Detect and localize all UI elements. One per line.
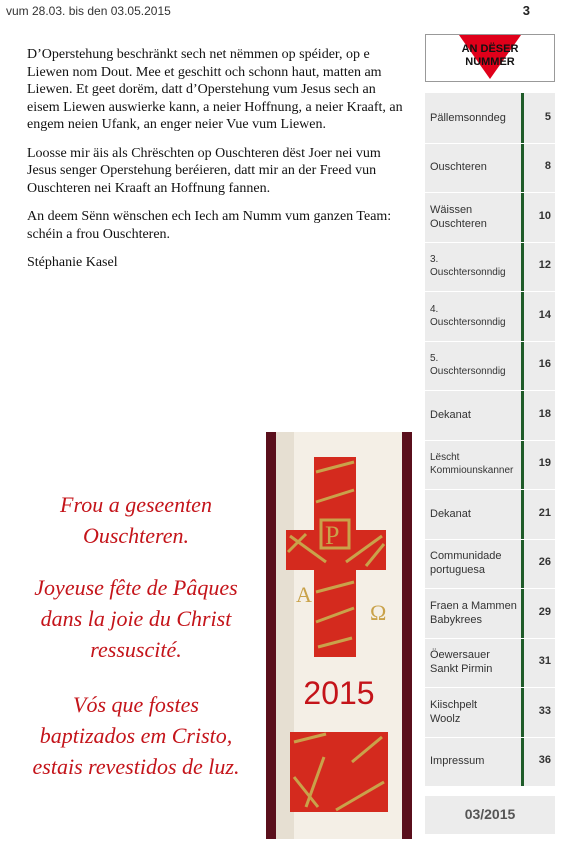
toc-item-title: Dekanat	[430, 507, 471, 520]
greeting-portuguese	[6, 689, 266, 782]
toc-item-title: Communidade portuguesa	[430, 550, 502, 577]
toc-item-title: Wäissen Ouschteren	[430, 203, 487, 230]
paragraph: Loosse mir äis als Chrëschten op Ouschteren dëst Joer nei vum Jesus senger Operstehung beréieren, datt mir an der Freed vun Ouschteren nei Kraaft an Hoffnung fannen.	[27, 145, 381, 196]
toc-item-page: 33	[538, 704, 551, 717]
toc-item-title: Dekanat	[430, 408, 471, 421]
toc-item-page: 31	[538, 655, 551, 668]
toc-item-page: 18	[538, 407, 551, 420]
toc-item-title: Lëscht Kommiounskanner	[430, 452, 514, 477]
toc-item-title: Kiischpelt Woolz	[430, 698, 478, 725]
toc-item-title: Impressum	[430, 755, 485, 768]
toc-item-page: 10	[538, 209, 551, 222]
toc-item[interactable]	[425, 440, 555, 491]
toc-item-page: 5	[544, 110, 551, 123]
toc-item[interactable]	[425, 192, 555, 243]
page-number: 3	[522, 3, 530, 18]
toc-item-page: 21	[538, 506, 551, 519]
toc-item[interactable]	[425, 539, 555, 590]
greeting-luxembourgish	[6, 489, 266, 551]
table-of-contents-sidebar	[425, 0, 555, 843]
toc-item-page: 26	[538, 556, 551, 569]
toc-item-title: Öewersauer Sankt Pirmin	[430, 649, 493, 676]
toc-item[interactable]	[425, 143, 555, 194]
toc-item-page: 36	[538, 754, 551, 767]
candle-year: 2015	[303, 675, 375, 711]
paragraph: D’Operstehung beschränkt sech net nëmmen op spéider, op e Liewen nom Dout. Mee et geschitt och schonn haut, matten am Liewen. Et geet dorëm, datt d’Operstehung vum Jesus sech an eisem Liewen auswierke kann, a neier Hoffnung, a neier Kraaft, an engem neien Ufank, an enger neier Vue vum Liewen.	[27, 47, 403, 132]
toc-item-title: Ouschteren	[430, 161, 487, 174]
toc-item[interactable]	[425, 242, 555, 293]
toc-item-title: 4. Ouschtersonndig	[430, 303, 506, 328]
greeting-french	[6, 572, 266, 665]
toc-item-title: Pällemsonndeg	[430, 111, 506, 124]
toc-item[interactable]	[425, 390, 555, 441]
greeting-line: dans la joie du Christ	[40, 606, 232, 631]
contents-header-box	[425, 34, 555, 82]
omega-symbol: Ω	[370, 600, 387, 625]
toc-item-page: 19	[538, 457, 551, 470]
greeting-line: estais revestidos de luz.	[32, 754, 240, 779]
article-body	[27, 46, 407, 283]
toc-item[interactable]	[425, 341, 555, 392]
greeting-line: Joyeuse fête de Pâques	[34, 575, 238, 600]
paschal-candle-image	[266, 432, 412, 839]
toc-item-page: 8	[544, 160, 551, 173]
author-signature: Stéphanie Kasel	[27, 255, 118, 270]
toc-item-page: 14	[538, 308, 551, 321]
alpha-symbol: Α	[296, 582, 312, 607]
greeting-line: ressuscité.	[90, 637, 182, 662]
toc-item-page: 12	[538, 259, 551, 272]
toc-item[interactable]	[425, 737, 555, 788]
issue-footer	[425, 796, 555, 834]
toc-item[interactable]	[425, 291, 555, 342]
greeting-line: Vós que fostes	[73, 692, 199, 717]
issue-number: 03/2015	[464, 806, 516, 822]
toc-item[interactable]	[425, 588, 555, 639]
toc-item[interactable]	[425, 638, 555, 689]
greeting-line: Frou a geseenten	[60, 492, 212, 517]
toc-item-page: 29	[538, 605, 551, 618]
toc-item-title: 3. Ouschtersonndig	[430, 254, 506, 279]
paragraph: An deem Sënn wënschen ech Iech am Numm vum ganzen Team: schéin a frou Ouschteren.	[27, 209, 392, 242]
contents-heading: AN DËSER NUMMER	[461, 43, 519, 68]
toc-item[interactable]	[425, 489, 555, 540]
toc-item-page: 16	[538, 358, 551, 371]
greeting-line: baptizados em Cristo,	[39, 723, 233, 748]
toc-item[interactable]	[425, 687, 555, 738]
greeting-line: Ouschteren.	[82, 523, 190, 548]
toc-item-title: Fraen a Mammen Babykrees	[430, 599, 517, 626]
candle-monogram: P	[325, 521, 340, 550]
toc-item-title: 5. Ouschtersonndig	[430, 353, 506, 378]
toc-item[interactable]	[425, 93, 555, 144]
issue-date-range: vum 28.03. bis den 03.05.2015	[6, 4, 171, 18]
